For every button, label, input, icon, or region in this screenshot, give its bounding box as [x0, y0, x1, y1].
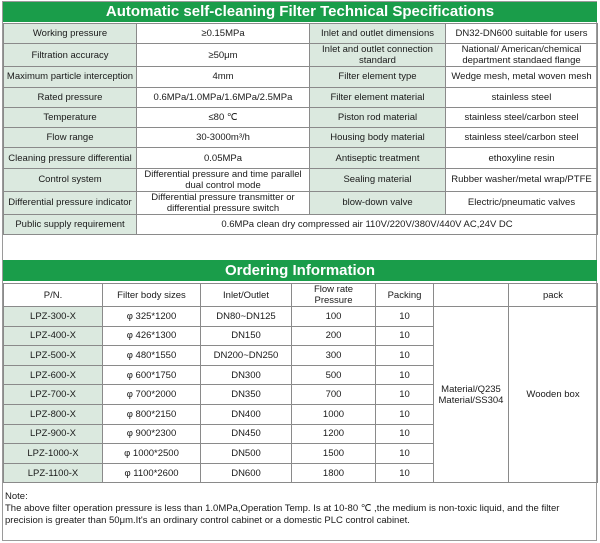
spec-value-cell: Differential pressure and time parallel dual control mode — [137, 168, 310, 191]
ordering-cell: 300 — [292, 346, 376, 366]
spec-label-cell: Rated pressure — [4, 87, 137, 107]
part-number-cell: LPZ-700-X — [4, 385, 103, 405]
ordering-cell: φ 325*1200 — [103, 307, 201, 327]
ordering-cell: 1000 — [292, 404, 376, 424]
ordering-cell: 10 — [376, 326, 434, 346]
spec-value-cell: DN32-DN600 suitable for users — [446, 24, 598, 44]
ordering-cell: DN80~DN125 — [201, 307, 292, 327]
spec-row — [4, 148, 598, 168]
spec-value-cell: 0.6MPa/1.0MPa/1.6MPa/2.5MPa — [137, 87, 310, 107]
ordering-cell: 10 — [376, 404, 434, 424]
spec-label-cell: Cleaning pressure differential — [4, 148, 137, 168]
ordering-header-cell: Filter body sizes — [103, 284, 201, 307]
ordering-cell: DN150 — [201, 326, 292, 346]
ordering-cell: 10 — [376, 346, 434, 366]
ordering-cell: φ 1100*2600 — [103, 463, 201, 483]
ordering-cell: 500 — [292, 365, 376, 385]
spec-value-cell: 4mm — [137, 67, 310, 87]
ordering-cell: 1500 — [292, 444, 376, 464]
ordering-cell: φ 480*1550 — [103, 346, 201, 366]
spec-label-cell: Differential pressure indicator — [4, 191, 137, 214]
ordering-cell: DN300 — [201, 365, 292, 385]
ordering-table — [3, 283, 598, 483]
spec-label-cell: blow-down valve — [310, 191, 446, 214]
ordering-cell: 10 — [376, 463, 434, 483]
spec-row — [4, 67, 598, 87]
note-text: The above filter operation pressure is less than 1.0MPa,Operation Temp. Is at 10-80 ℃ ,the medium is non-toxic liquid, and the filter precision is greater than 50μm.It's an ordinary control cabinet or a domestic PLC control cabinet. — [5, 503, 560, 526]
spec-row — [4, 191, 598, 214]
ordering-cell: 1200 — [292, 424, 376, 444]
spec-value-cell: ≤80 ℃ — [137, 107, 310, 127]
spec-value-cell: stainless steel/carbon steel — [446, 128, 598, 148]
ordering-row — [4, 307, 598, 327]
spec-label-cell: Housing body material — [310, 128, 446, 148]
part-number-cell: LPZ-400-X — [4, 326, 103, 346]
ordering-cell: φ 600*1750 — [103, 365, 201, 385]
spec-value-cell: ≥0.15MPa — [137, 24, 310, 44]
spec-label-cell: Sealing material — [310, 168, 446, 191]
public-supply-value: 0.6MPa clean dry compressed air 110V/220V/380V/440V AC,24V DC — [137, 214, 598, 234]
ordering-cell: 10 — [376, 444, 434, 464]
ordering-cell: 10 — [376, 307, 434, 327]
spec-value-cell: Electric/pneumatic valves — [446, 191, 598, 214]
ordering-cell: DN350 — [201, 385, 292, 405]
ordering-cell: φ 900*2300 — [103, 424, 201, 444]
spec-value-cell: Wedge mesh, metal woven mesh — [446, 67, 598, 87]
part-number-cell: LPZ-300-X — [4, 307, 103, 327]
part-number-cell: LPZ-800-X — [4, 404, 103, 424]
ordering-cell: 10 — [376, 424, 434, 444]
spec-row — [4, 107, 598, 127]
part-number-cell: LPZ-900-X — [4, 424, 103, 444]
ordering-header-cell: Inlet/Outlet — [201, 284, 292, 307]
ordering-cell: 200 — [292, 326, 376, 346]
ordering-cell: φ 700*2000 — [103, 385, 201, 405]
spec-label-cell: Working pressure — [4, 24, 137, 44]
spec-value-cell: stainless steel — [446, 87, 598, 107]
ordering-header-cell: Packing — [376, 284, 434, 307]
ordering-header-cell — [434, 284, 509, 307]
ordering-cell: DN450 — [201, 424, 292, 444]
note-label: Note: — [5, 491, 28, 502]
spec-row — [4, 168, 598, 191]
spec-title-banner: Automatic self-cleaning Filter Technical Specifications — [3, 2, 597, 22]
ordering-cell: φ 800*2150 — [103, 404, 201, 424]
ordering-cell: 700 — [292, 385, 376, 405]
spec-value-cell: Differential pressure transmitter or differential pressure switch — [137, 191, 310, 214]
ordering-cell: DN500 — [201, 444, 292, 464]
public-supply-label: Public supply requirement — [4, 214, 137, 234]
ordering-header-row — [4, 284, 598, 307]
ordering-header-cell: Flow rate Pressure — [292, 284, 376, 307]
ordering-cell: 10 — [376, 365, 434, 385]
spec-label-cell: Inlet and outlet connection standard — [310, 44, 446, 67]
spec-value-cell: ethoxyline resin — [446, 148, 598, 168]
ordering-cell: 100 — [292, 307, 376, 327]
spec-table — [3, 23, 598, 235]
spec-value-cell: stainless steel/carbon steel — [446, 107, 598, 127]
ordering-cell: DN600 — [201, 463, 292, 483]
spec-label-cell: Temperature — [4, 107, 137, 127]
spec-label-cell: Filter element material — [310, 87, 446, 107]
spec-label-cell: Maximum particle interception — [4, 67, 137, 87]
spec-label-cell: Filter element type — [310, 67, 446, 87]
spec-row — [4, 128, 598, 148]
spec-label-cell: Control system — [4, 168, 137, 191]
ordering-cell: φ 426*1300 — [103, 326, 201, 346]
spec-value-cell: National/ American/chemical department standaed flange — [446, 44, 598, 67]
ordering-cell: φ 1000*2500 — [103, 444, 201, 464]
ordering-cell: 10 — [376, 385, 434, 405]
spec-label-cell: Piston rod material — [310, 107, 446, 127]
spec-row — [4, 87, 598, 107]
ordering-cell: DN400 — [201, 404, 292, 424]
spec-row — [4, 24, 598, 44]
ordering-header-cell: pack — [509, 284, 598, 307]
part-number-cell: LPZ-600-X — [4, 365, 103, 385]
spec-label-cell: Antiseptic treatment — [310, 148, 446, 168]
part-number-cell: LPZ-1000-X — [4, 444, 103, 464]
spec-row-public-supply — [4, 214, 598, 234]
spec-value-cell: ≥50μm — [137, 44, 310, 67]
ordering-header-cell: P/N. — [4, 284, 103, 307]
part-number-cell: LPZ-1100-X — [4, 463, 103, 483]
note-block — [5, 491, 595, 527]
spec-value-cell: 30-3000m³/h — [137, 128, 310, 148]
spec-label-cell: Flow range — [4, 128, 137, 148]
ordering-cell: DN200~DN250 — [201, 346, 292, 366]
ordering-title-banner: Ordering Information — [3, 260, 597, 281]
package-cell: Wooden box — [509, 307, 598, 483]
ordering-cell: 1800 — [292, 463, 376, 483]
spec-value-cell: 0.05MPa — [137, 148, 310, 168]
spec-value-cell: Rubber washer/metal wrap/PTFE — [446, 168, 598, 191]
part-number-cell: LPZ-500-X — [4, 346, 103, 366]
spec-label-cell: Filtration accuracy — [4, 44, 137, 67]
spec-label-cell: Inlet and outlet dimensions — [310, 24, 446, 44]
spec-row — [4, 44, 598, 67]
material-cell: Material/Q235 Material/SS304 — [434, 307, 509, 483]
